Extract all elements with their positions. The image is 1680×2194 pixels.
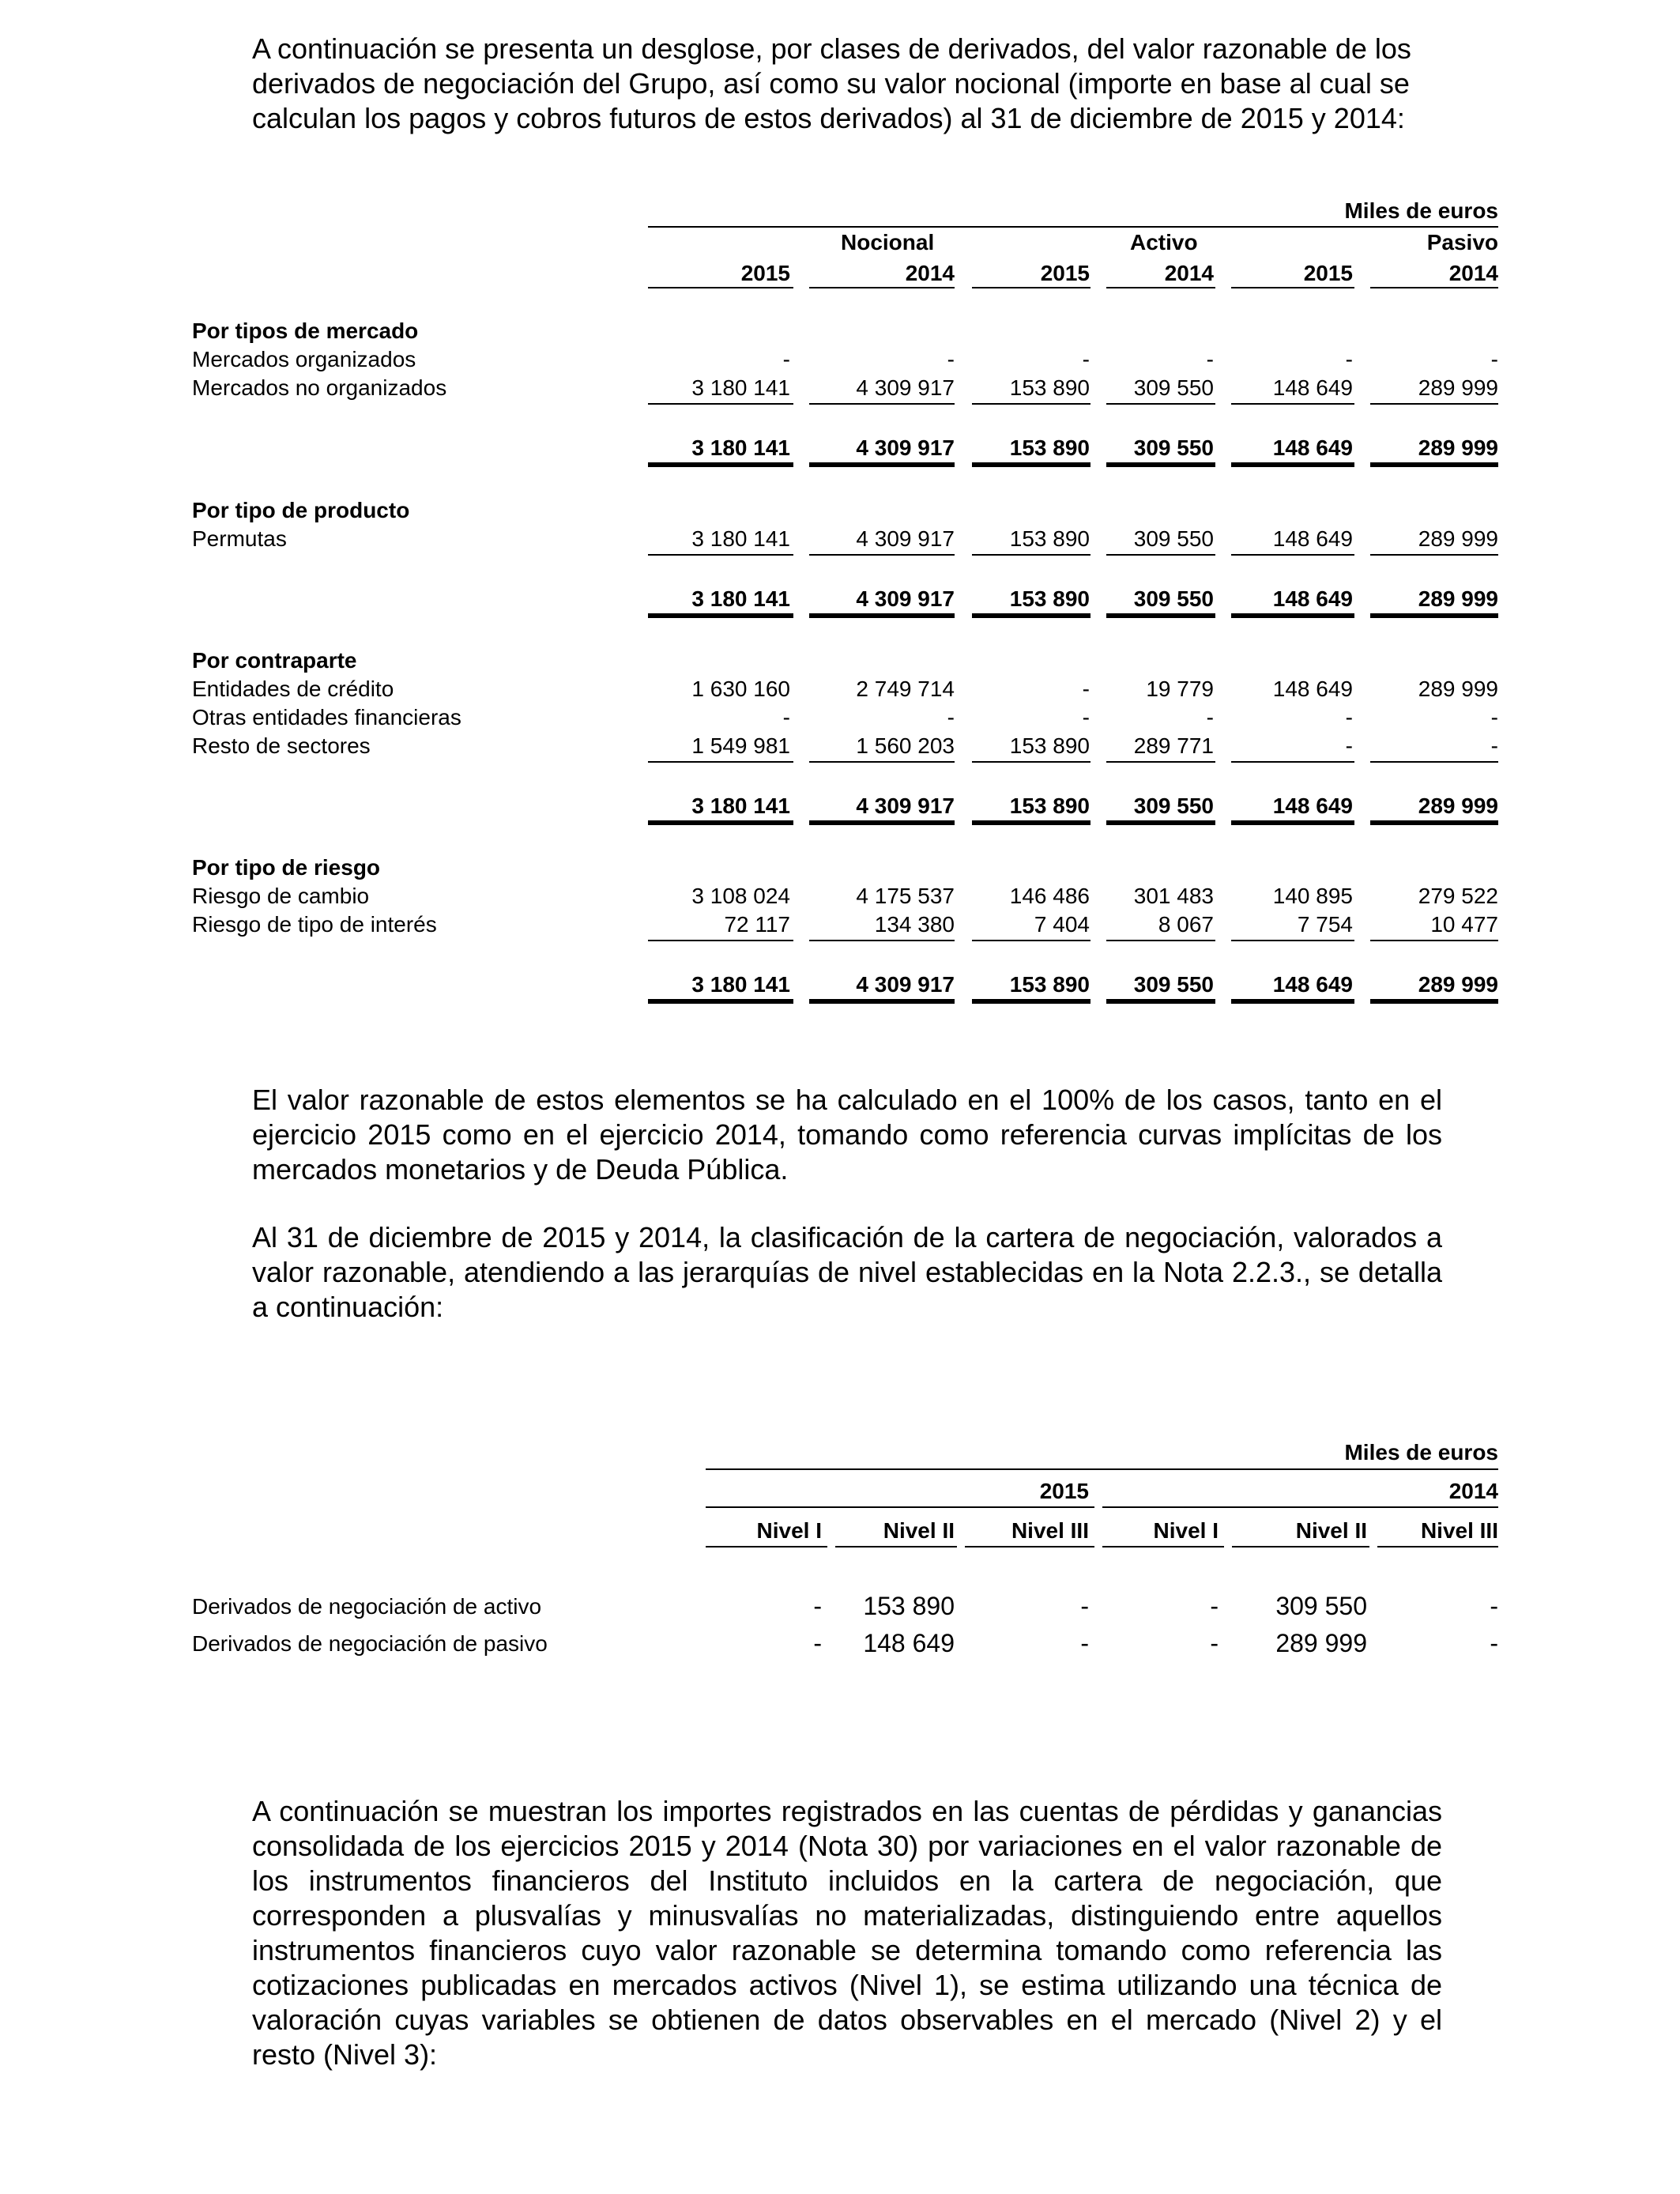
total-cell: 148 649 — [1272, 435, 1353, 460]
table2-header-rule — [706, 1468, 1498, 1470]
row-label: Otras entidades financieras — [192, 705, 461, 729]
table1-header-rule — [648, 226, 1498, 228]
cell: - — [1082, 705, 1090, 729]
cell: - — [1490, 1629, 1498, 1657]
cell: - — [1206, 705, 1214, 729]
cell: - — [1490, 705, 1498, 729]
total-cell: 289 999 — [1418, 794, 1498, 818]
cell: 4 175 537 — [856, 884, 955, 908]
cell: - — [782, 347, 790, 371]
cell: 148 649 — [863, 1629, 955, 1657]
cell: 1 560 203 — [856, 733, 955, 758]
subtotal-rule — [1370, 554, 1498, 556]
cell: 153 890 — [863, 1592, 955, 1620]
cell: 140 895 — [1272, 884, 1353, 908]
total-cell: 4 309 917 — [856, 972, 955, 997]
section-title: Por tipos de mercado — [192, 319, 419, 343]
total-cell: 153 890 — [1009, 794, 1090, 818]
subtotal-rule — [648, 554, 793, 556]
total-cell: 3 180 141 — [691, 435, 790, 460]
cell: 153 890 — [1009, 375, 1090, 400]
total-rule — [1370, 999, 1498, 1004]
cell: 1 630 160 — [691, 677, 790, 701]
cell: 3 180 141 — [691, 526, 790, 551]
table1-unit-label: Miles de euros — [1344, 198, 1498, 223]
total-rule — [648, 613, 793, 618]
level-rule — [835, 1546, 957, 1547]
year-rule — [1231, 287, 1354, 288]
total-cell: 3 180 141 — [691, 794, 790, 818]
subtotal-rule — [1370, 403, 1498, 405]
cell: - — [1082, 347, 1090, 371]
subtotal-rule — [809, 761, 955, 763]
cell: - — [947, 705, 955, 729]
year-header: 2015 — [740, 261, 790, 285]
cell: - — [947, 347, 955, 371]
cell: 153 890 — [1009, 733, 1090, 758]
level-rule — [965, 1546, 1094, 1547]
row-label: Riesgo de tipo de interés — [192, 912, 437, 937]
row-label: Riesgo de cambio — [192, 884, 370, 908]
total-cell: 3 180 141 — [691, 972, 790, 997]
level-rule — [1102, 1546, 1224, 1547]
subtotal-rule — [1106, 940, 1215, 941]
cell: 2 749 714 — [856, 677, 955, 701]
total-cell: 148 649 — [1272, 586, 1353, 611]
total-rule — [809, 613, 955, 618]
total-cell: 309 550 — [1133, 794, 1214, 818]
cell: 153 890 — [1009, 526, 1090, 551]
year-rule — [809, 287, 955, 288]
total-rule — [648, 820, 793, 825]
cell: 10 477 — [1430, 912, 1498, 937]
subtotal-rule — [648, 761, 793, 763]
cell: 134 380 — [874, 912, 955, 937]
cell: - — [1080, 1629, 1089, 1657]
cell: - — [1345, 733, 1353, 758]
cell: 309 550 — [1133, 375, 1214, 400]
cell: - — [1345, 347, 1353, 371]
cell: - — [1080, 1592, 1089, 1620]
row-label: Entidades de crédito — [192, 677, 394, 701]
total-rule — [1231, 820, 1354, 825]
row-label: Permutas — [192, 526, 287, 551]
total-rule — [1370, 462, 1498, 467]
subtotal-rule — [1231, 940, 1354, 941]
total-cell: 4 309 917 — [856, 794, 955, 818]
table2-year-header: 2015 — [1039, 1479, 1089, 1503]
group-header-pasivo: Pasivo — [1426, 230, 1498, 254]
subtotal-rule — [972, 403, 1090, 405]
cell: 279 522 — [1418, 884, 1498, 908]
total-rule — [1106, 999, 1215, 1004]
level-header: Nivel III — [1420, 1518, 1498, 1543]
row-label: Derivados de negociación de pasivo — [192, 1631, 548, 1656]
subtotal-rule — [1106, 761, 1215, 763]
subtotal-rule — [1370, 761, 1498, 763]
cell: - — [1345, 705, 1353, 729]
cell: 289 771 — [1133, 733, 1214, 758]
level-header: Nivel I — [1153, 1518, 1219, 1543]
cell: 309 550 — [1133, 526, 1214, 551]
subtotal-rule — [1106, 554, 1215, 556]
gains-losses-paragraph: A continuación se muestran los importes registrados en las cuentas de pérdidas y ganancias consolidada de los ejercicios 2015 y 2014 (Nota 30) por variaciones en el valor razonable de los instrumentos financieros del Instituto incluidos en la cartera de negociación, que corresponden a plusvalías y minusvalías no materializadas, distinguiendo entre aquellos instrumentos financieros cuyo valor razonable se determina tomando como referencia las cotizaciones publicadas en mercados activos (Nivel 1), se estima utilizando una técnica de valoración cuyas variables se obtienen de datos observables en el mercado (Nivel 2) y el resto (Nivel 3): — [252, 1795, 1442, 2071]
subtotal-rule — [809, 940, 955, 941]
cell: 4 309 917 — [856, 526, 955, 551]
total-cell: 309 550 — [1133, 435, 1214, 460]
year-header: 2015 — [1303, 261, 1353, 285]
cell: 289 999 — [1418, 677, 1498, 701]
total-rule — [972, 613, 1090, 618]
group-header-nocional: Nocional — [841, 230, 935, 254]
total-cell: 309 550 — [1133, 972, 1214, 997]
total-rule — [972, 820, 1090, 825]
table2-year-rule — [706, 1506, 1094, 1508]
year-header: 2014 — [1448, 261, 1498, 285]
subtotal-rule — [648, 940, 793, 941]
total-rule — [1106, 462, 1215, 467]
subtotal-rule — [1370, 940, 1498, 941]
cell: - — [1206, 347, 1214, 371]
fair-value-paragraph: El valor razonable de estos elementos se ha calculado en el 100% de los casos, tanto en el ejercicio 2015 como en el ejercicio 2014, tomando como referencia curvas implícitas de los mercados monetarios y de Deuda Pública. — [252, 1084, 1442, 1186]
level-rule — [1377, 1546, 1498, 1547]
row-label: Mercados organizados — [192, 347, 416, 371]
year-header: 2014 — [1164, 261, 1214, 285]
total-rule — [1106, 613, 1215, 618]
total-rule — [809, 820, 955, 825]
total-rule — [1370, 820, 1498, 825]
total-cell: 4 309 917 — [856, 586, 955, 611]
total-cell: 153 890 — [1009, 972, 1090, 997]
year-header: 2014 — [905, 261, 955, 285]
total-rule — [1231, 462, 1354, 467]
cell: 289 999 — [1275, 1629, 1367, 1657]
cell: - — [813, 1629, 822, 1657]
cell: 1 549 981 — [691, 733, 790, 758]
total-rule — [972, 462, 1090, 467]
row-label: Mercados no organizados — [192, 375, 447, 400]
table2-year-rule — [1102, 1506, 1498, 1508]
year-rule — [648, 287, 793, 288]
subtotal-rule — [972, 761, 1090, 763]
section-title: Por tipo de producto — [192, 498, 410, 522]
cell: 3 108 024 — [691, 884, 790, 908]
subtotal-rule — [1106, 403, 1215, 405]
cell: - — [1490, 1592, 1498, 1620]
year-header: 2015 — [1040, 261, 1090, 285]
section-title: Por contraparte — [192, 648, 357, 673]
cell: 301 483 — [1133, 884, 1214, 908]
subtotal-rule — [1231, 761, 1354, 763]
cell: 3 180 141 — [691, 375, 790, 400]
level-header: Nivel I — [756, 1518, 822, 1543]
total-rule — [809, 999, 955, 1004]
cell: - — [1490, 347, 1498, 371]
level-rule — [1232, 1546, 1369, 1547]
intro-paragraph: A continuación se presenta un desglose, por clases de derivados, del valor razonable de los derivados de negociación del Grupo, así como su valor nocional (importe en base al cual se calculan los pagos y cobros futuros de estos derivados) al 31 de diciembre de 2015 y 2014: — [252, 32, 1411, 134]
cell: - — [782, 705, 790, 729]
total-rule — [1370, 613, 1498, 618]
cell: 19 779 — [1146, 677, 1214, 701]
group-header-activo: Activo — [1130, 230, 1198, 254]
year-rule — [972, 287, 1090, 288]
subtotal-rule — [972, 554, 1090, 556]
cell: 146 486 — [1009, 884, 1090, 908]
cell: 7 754 — [1297, 912, 1353, 937]
row-label: Resto de sectores — [192, 733, 371, 758]
total-rule — [1106, 820, 1215, 825]
table2-unit-label: Miles de euros — [1344, 1440, 1498, 1465]
cell: 309 550 — [1275, 1592, 1367, 1620]
cell: 148 649 — [1272, 677, 1353, 701]
row-label: Derivados de negociación de activo — [192, 1594, 542, 1619]
total-rule — [648, 999, 793, 1004]
level-rule — [706, 1546, 827, 1547]
table2-year-header: 2014 — [1448, 1479, 1498, 1503]
section-title: Por tipo de riesgo — [192, 855, 381, 880]
level-header: Nivel II — [1295, 1518, 1367, 1543]
cell: 148 649 — [1272, 375, 1353, 400]
cell: 289 999 — [1418, 526, 1498, 551]
total-rule — [1231, 613, 1354, 618]
cell: 7 404 — [1034, 912, 1090, 937]
total-cell: 3 180 141 — [691, 586, 790, 611]
total-cell: 153 890 — [1009, 435, 1090, 460]
total-cell: 289 999 — [1418, 972, 1498, 997]
cell: 289 999 — [1418, 375, 1498, 400]
cell: 8 067 — [1158, 912, 1214, 937]
total-cell: 148 649 — [1272, 794, 1353, 818]
subtotal-rule — [809, 403, 955, 405]
year-rule — [1370, 287, 1498, 288]
total-cell: 148 649 — [1272, 972, 1353, 997]
total-cell: 289 999 — [1418, 435, 1498, 460]
total-rule — [1231, 999, 1354, 1004]
total-rule — [972, 999, 1090, 1004]
subtotal-rule — [972, 940, 1090, 941]
cell: - — [813, 1592, 822, 1620]
cell: 148 649 — [1272, 526, 1353, 551]
subtotal-rule — [1231, 403, 1354, 405]
subtotal-rule — [1231, 554, 1354, 556]
cell: - — [1210, 1629, 1219, 1657]
cell: - — [1490, 733, 1498, 758]
cell: - — [1082, 677, 1090, 701]
classification-paragraph: Al 31 de diciembre de 2015 y 2014, la clasificación de la cartera de negociación, valorados a valor razonable, atendiendo a las jerarquías de nivel establecidas en la Nota 2.2.3., se detalla a continuación: — [252, 1221, 1442, 1323]
total-cell: 309 550 — [1133, 586, 1214, 611]
year-rule — [1106, 287, 1215, 288]
total-rule — [648, 462, 793, 467]
cell: 4 309 917 — [856, 375, 955, 400]
subtotal-rule — [809, 554, 955, 556]
total-rule — [809, 462, 955, 467]
level-header: Nivel III — [1011, 1518, 1089, 1543]
total-cell: 4 309 917 — [856, 435, 955, 460]
cell: 72 117 — [724, 912, 790, 937]
total-cell: 153 890 — [1009, 586, 1090, 611]
level-header: Nivel II — [883, 1518, 955, 1543]
cell: - — [1210, 1592, 1219, 1620]
subtotal-rule — [648, 403, 793, 405]
total-cell: 289 999 — [1418, 586, 1498, 611]
